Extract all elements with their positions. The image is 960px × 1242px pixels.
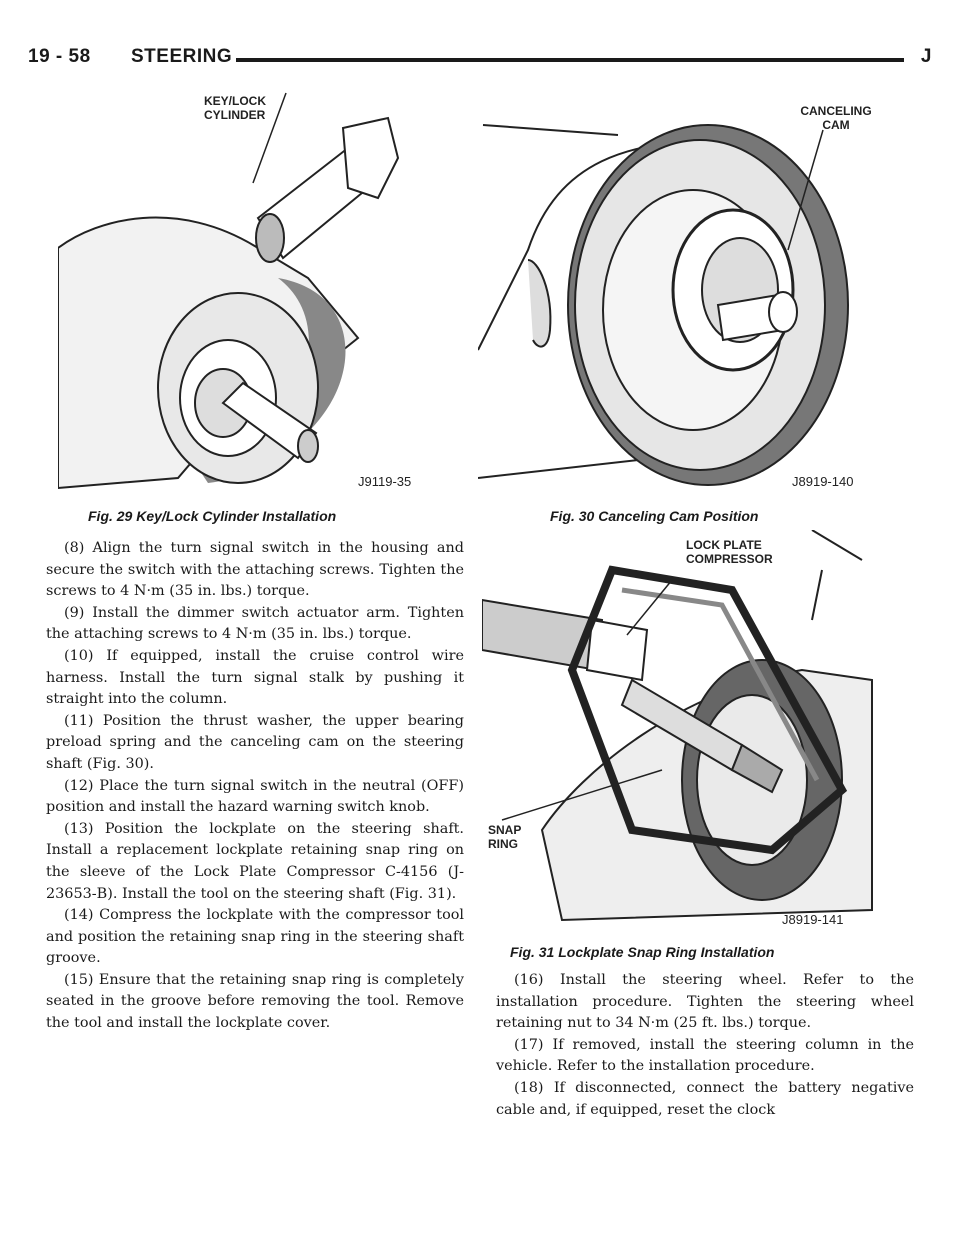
left-text-column <box>46 538 464 1035</box>
procedure-step: (16) Install the steering wheel. Refer to the installation procedure. Tighten the steering wheel retaining nut to 34 N·m (25 ft. lbs.) torque. <box>496 972 914 1032</box>
fig30-caption: Fig. 30 Canceling Cam Position <box>550 508 759 524</box>
fig29-callout: KEY/LOCK CYLINDER <box>204 94 267 122</box>
figure-30-illustration <box>478 100 898 490</box>
figure-31-illustration <box>482 530 902 930</box>
procedure-step: (17) If removed, install the steering column in the vehicle. Refer to the installation procedure. <box>496 1036 914 1075</box>
procedure-step: (12) Place the turn signal switch in the neutral (OFF) position and install the hazard warning switch knob. <box>46 777 464 816</box>
fig31-code: J8919-141 <box>782 912 844 927</box>
figure-29-illustration <box>58 88 458 490</box>
page-header <box>28 46 932 74</box>
section-title: STEERING <box>131 46 233 67</box>
procedure-step: (8) Align the turn signal switch in the housing and secure the switch with the attaching screws. Tighten the screws to 4 N·m (35 in. lbs.) torque. <box>46 540 464 600</box>
procedure-step: (18) If disconnected, connect the battery negative cable and, if equipped, reset the clock <box>496 1079 914 1118</box>
fig30-code: J8919-140 <box>792 474 854 489</box>
fig29-caption: Fig. 29 Key/Lock Cylinder Installation <box>88 508 337 524</box>
fig31-callout-snap-ring: SNAP RING <box>488 823 522 851</box>
procedure-step: (13) Position the lockplate on the steering shaft. Install a replacement lockplate retaining snap ring on the sleeve of the Lock Plate Compressor C-4156 (J-23653-B). Install the tool on the steering shaft (Fig. 31). <box>46 820 464 902</box>
header-rule <box>236 58 904 62</box>
manual-letter: J <box>920 46 932 67</box>
page-number: 19 - 58 <box>28 46 91 67</box>
fig29-code: J9119-35 <box>358 474 412 489</box>
fig31-callout-compressor: LOCK PLATE COMPRESSOR <box>686 538 773 566</box>
procedure-step: (11) Position the thrust washer, the upper bearing preload spring and the canceling cam on the steering shaft (Fig. 30). <box>46 712 464 772</box>
right-text-column <box>496 970 914 1121</box>
fig30-callout: CANCELING CAM <box>800 104 872 132</box>
procedure-step: (15) Ensure that the retaining snap ring is completely seated in the groove before removing the tool. Remove the tool and install the lockplate cover. <box>46 971 464 1032</box>
procedure-step: (14) Compress the lockplate with the compressor tool and position the retaining snap ring in the steering shaft groove. <box>46 907 464 967</box>
fig31-caption: Fig. 31 Lockplate Snap Ring Installation <box>510 944 775 960</box>
procedure-step: (10) If equipped, install the cruise control wire harness. Install the turn signal stalk by pushing it straight into the column. <box>46 647 464 708</box>
procedure-step: (9) Install the dimmer switch actuator arm. Tighten the attaching screws to 4 N·m (35 in. lbs.) torque. <box>46 604 464 643</box>
